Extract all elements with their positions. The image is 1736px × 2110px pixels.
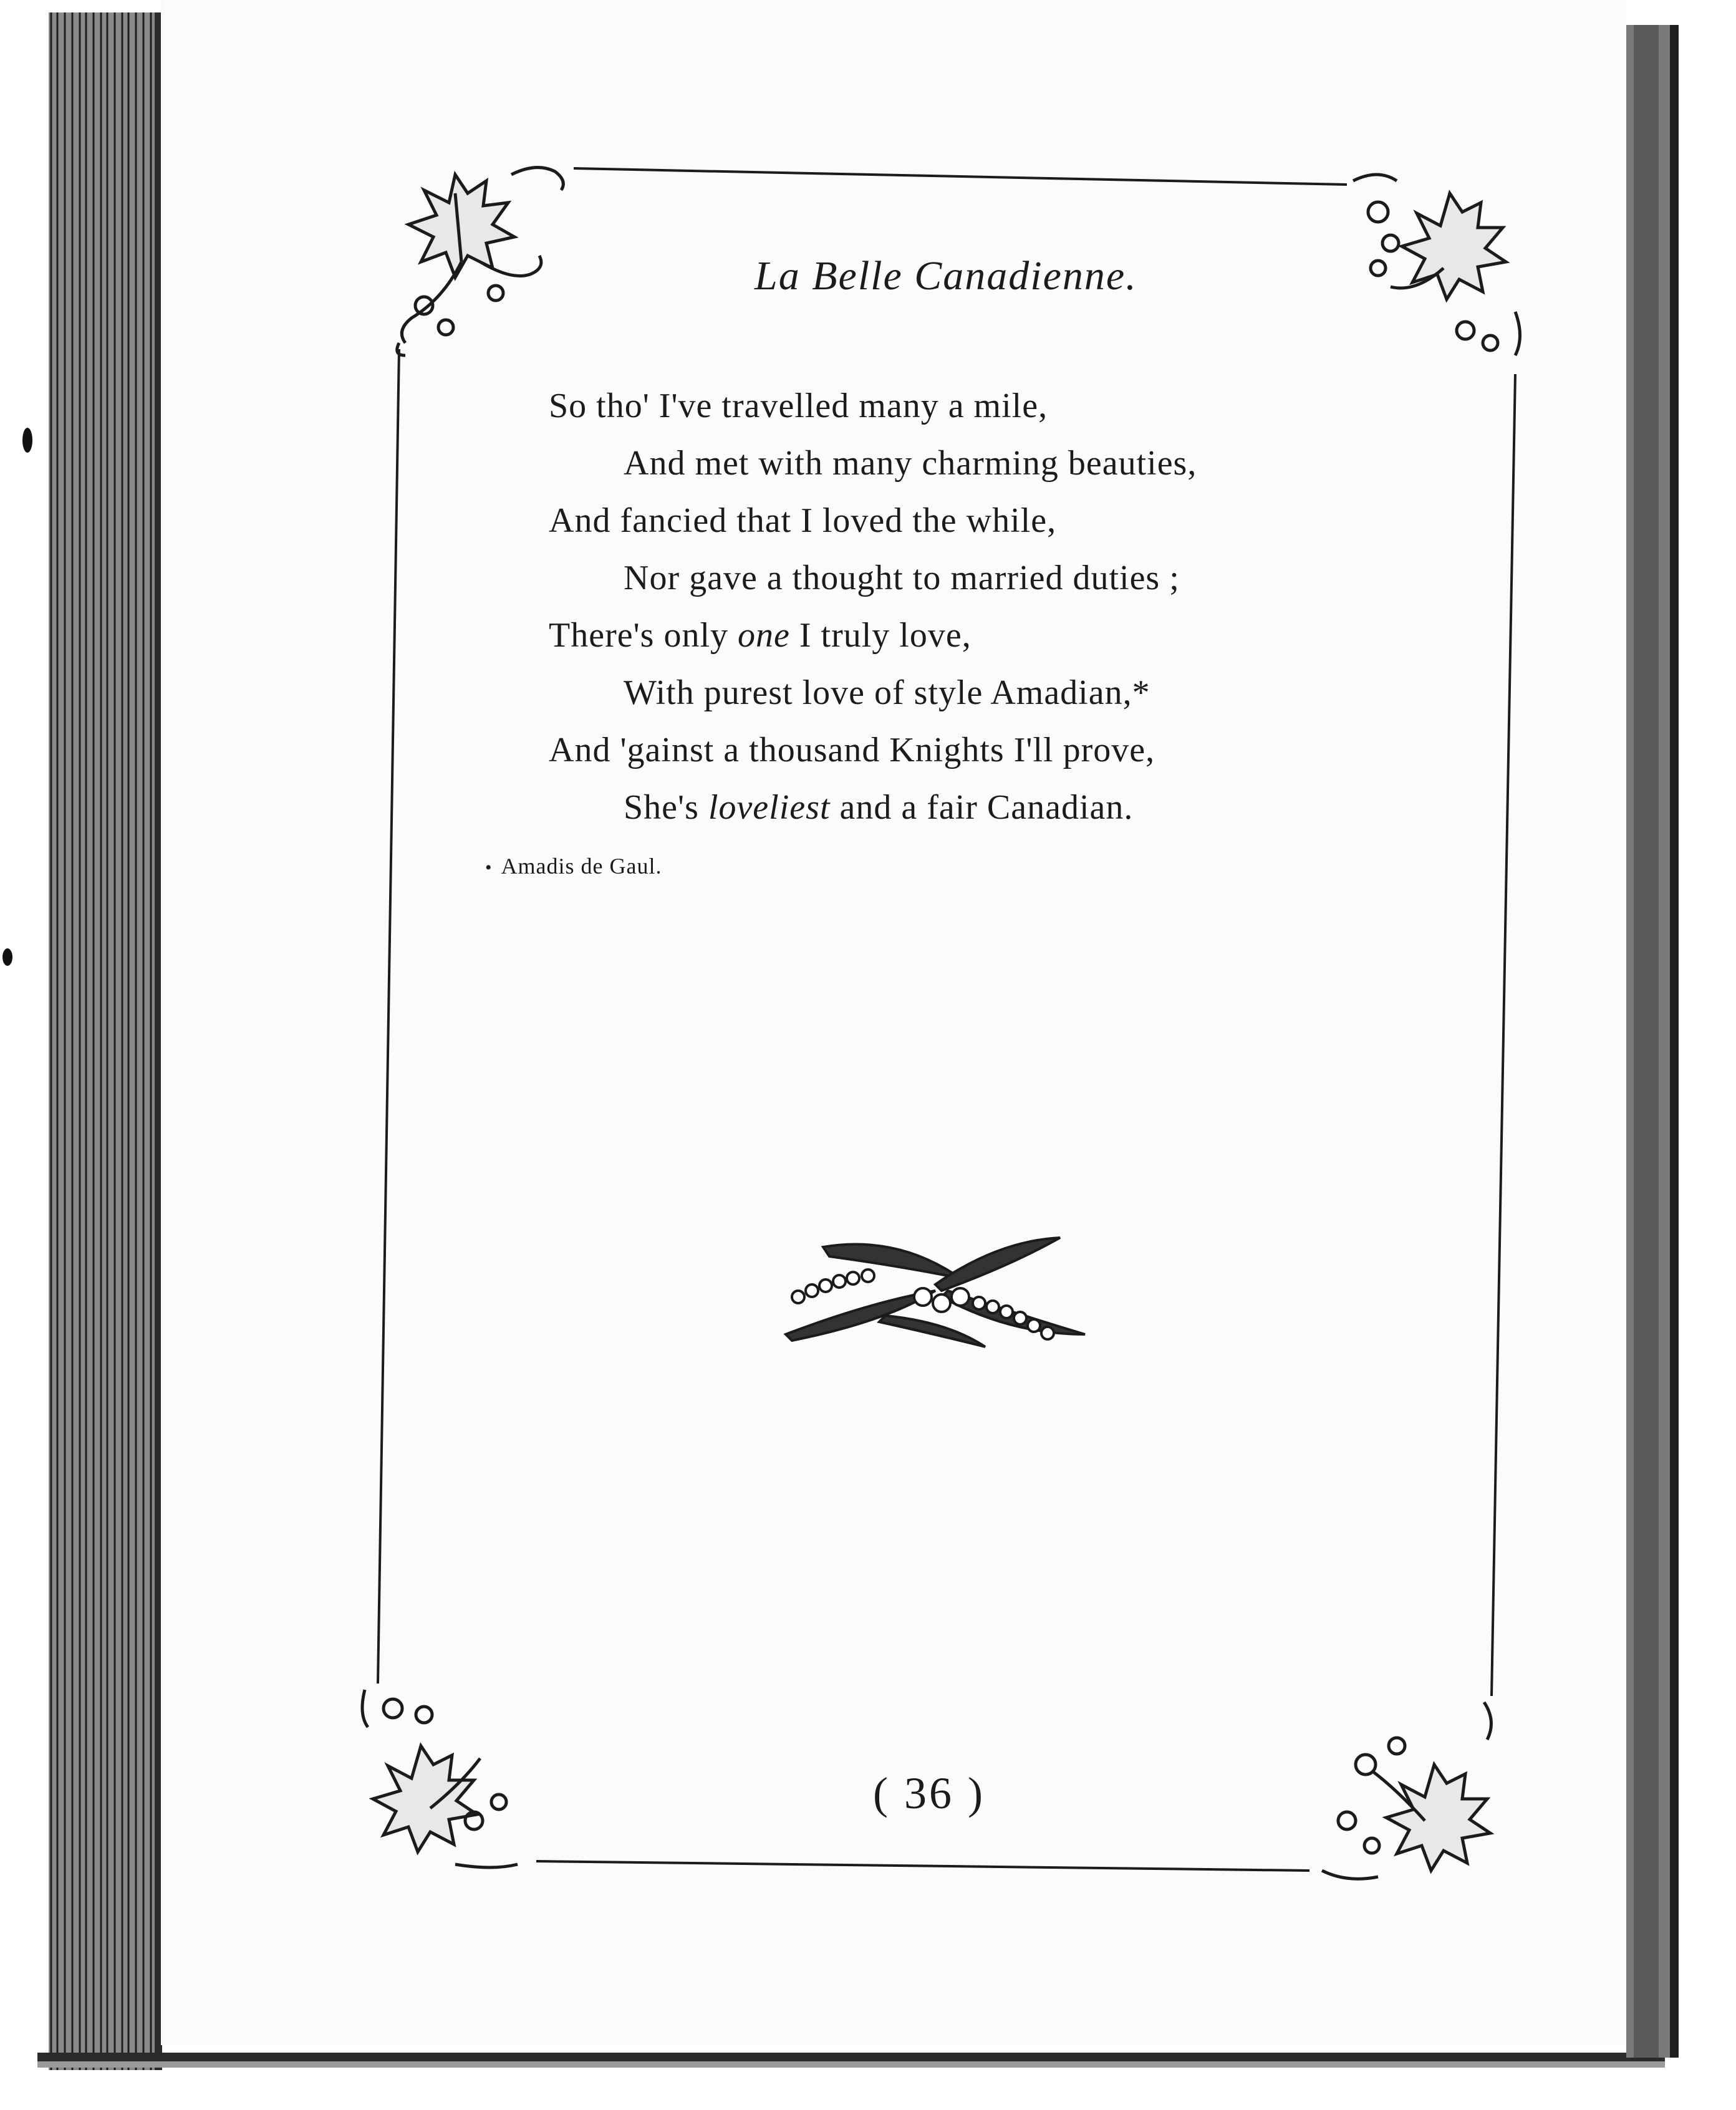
- corner-ornament-top-right: [1341, 168, 1528, 368]
- poem-line: With purest love of style Amadian,*: [624, 673, 1150, 712]
- poem-line: And met with many charming beauties,: [624, 444, 1197, 483]
- poem-stanza: [549, 377, 1359, 836]
- poem-line-text: I truly love,: [789, 616, 972, 655]
- poem-line-text: There's only: [549, 616, 738, 655]
- poem-line-text: and a fair Canadian.: [830, 788, 1134, 827]
- maple-leaf-scroll-icon: [1322, 1702, 1491, 1879]
- poem-line: So tho' I've travelled many a mile,: [549, 387, 1048, 425]
- footnote-text: Amadis de Gaul.: [501, 854, 662, 879]
- maple-leaf-scroll-icon: [397, 168, 564, 355]
- corner-ornament-bottom-right: [1309, 1696, 1503, 1889]
- emphasized-word: loveliest: [708, 788, 831, 827]
- poem-line: [549, 607, 1359, 664]
- poem-line: And fancied that I loved the while,: [549, 501, 1057, 540]
- maple-leaf-scroll-icon: [362, 1690, 518, 1867]
- maple-leaf-scroll-icon: [1353, 175, 1520, 355]
- footnote: [485, 853, 662, 879]
- poem-line-text: She's: [624, 788, 708, 827]
- footnote-marker: •: [485, 857, 493, 878]
- poem-line: Nor gave a thought to married duties ;: [624, 559, 1180, 597]
- corner-ornament-top-left: [387, 156, 574, 362]
- poem-line: [549, 779, 1359, 836]
- poem-line: And 'gainst a thousand Knights I'll prove,: [549, 731, 1155, 769]
- poem-title: La Belle Canadienne.: [755, 253, 1137, 299]
- page-number: ( 36 ): [873, 1768, 985, 1818]
- emphasized-word: one: [738, 616, 790, 655]
- lily-of-the-valley-icon: [773, 1228, 1097, 1359]
- corner-ornament-bottom-left: [355, 1677, 542, 1877]
